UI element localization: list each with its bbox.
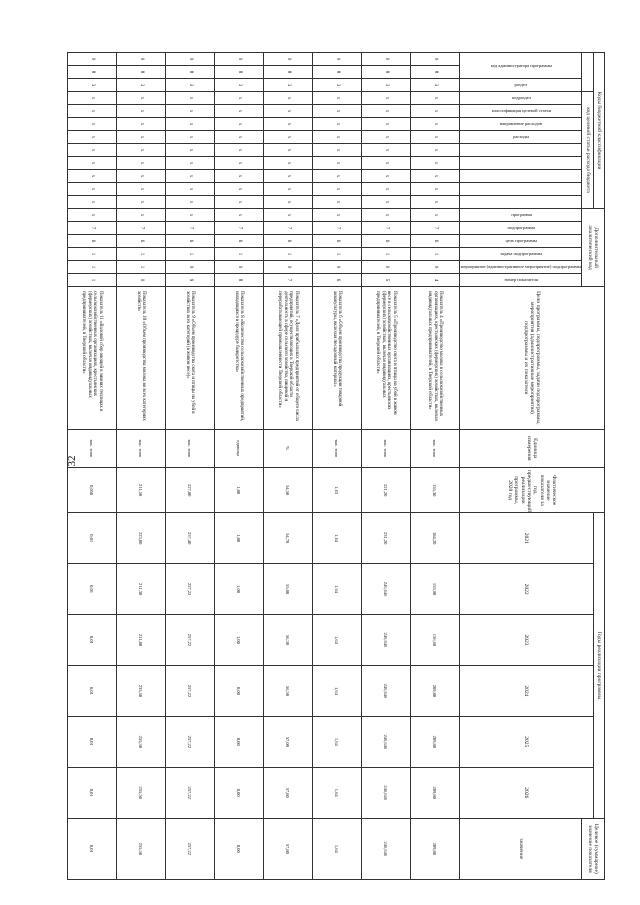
code-cell: x	[263, 105, 312, 118]
table-row	[312, 53, 361, 880]
code-cell: x	[410, 170, 459, 183]
year-value: 257,22	[165, 665, 214, 716]
code-cell: 0	[263, 53, 312, 66]
vertical-header-cell	[459, 144, 582, 157]
code-cell: 3	[165, 79, 214, 92]
code-cell: x	[116, 209, 165, 222]
code-cell: x	[67, 209, 116, 222]
year-value: 246,646	[361, 615, 410, 666]
code-cell: 3	[263, 79, 312, 92]
code-cell: x	[263, 92, 312, 105]
code-cell: x	[116, 144, 165, 157]
code-cell: 1	[67, 248, 116, 261]
code-cell: x	[263, 209, 312, 222]
code-cell: 8	[263, 66, 312, 79]
code-cell: 3	[116, 79, 165, 92]
code-cell: x	[263, 118, 312, 131]
code-cell: 9	[165, 274, 214, 287]
year-value: 1,64	[312, 665, 361, 716]
year-value: 209,80	[410, 716, 459, 767]
code-cell: x	[165, 170, 214, 183]
fact-cell: 221,20	[361, 468, 410, 513]
code-cell: x	[361, 105, 410, 118]
code-cell: x	[361, 209, 410, 222]
code-cell: x	[410, 144, 459, 157]
fact-cell: 211,50	[116, 468, 165, 513]
year-value: 55,00	[263, 564, 312, 615]
code-cell: x	[214, 157, 263, 170]
code-cell: x	[165, 196, 214, 209]
code-cell: x	[263, 170, 312, 183]
year-value: 257,40	[165, 513, 214, 564]
year-value: 246,646	[361, 767, 410, 818]
target-value: 246,646	[361, 818, 410, 879]
code-cell: x	[410, 92, 459, 105]
code-cell: x	[214, 183, 263, 196]
code-cell: x	[116, 92, 165, 105]
code-cell: 0	[312, 53, 361, 66]
unit-cell: тыс. тонн	[67, 429, 116, 467]
code-cell: x	[165, 92, 214, 105]
table-row	[67, 53, 116, 880]
year-value: 0,00	[214, 665, 263, 716]
code-cell: x	[116, 170, 165, 183]
table-row	[361, 53, 410, 880]
indicator-name: Показатель 8 «Количество сельскохозяйственных предприятий, находящихся в процедуре банкротства»	[214, 287, 263, 430]
code-cell: x	[214, 170, 263, 183]
code-cell: x	[214, 209, 263, 222]
year-value: 156,60	[410, 615, 459, 666]
fact-cell: 155,30	[410, 468, 459, 513]
code-cell: 6	[116, 235, 165, 248]
code-cell: x	[263, 144, 312, 157]
code-cell: 0	[165, 53, 214, 66]
code-cell: x	[361, 170, 410, 183]
code-cell: x	[67, 118, 116, 131]
code-cell: x	[67, 144, 116, 157]
code-cell: x	[116, 105, 165, 118]
vertical-header-cell	[459, 157, 582, 170]
code-cell: 0	[214, 261, 263, 274]
code-cell: 7	[165, 222, 214, 235]
code-cell: 1	[67, 274, 116, 287]
year-value: 0,00	[214, 767, 263, 818]
year-value: 0,01	[67, 564, 116, 615]
code-cell: x	[312, 144, 361, 157]
target-value: 1,64	[312, 818, 361, 879]
year-value: 0,01	[67, 615, 116, 666]
indicators-table	[67, 52, 605, 880]
year-value: 56,30	[263, 615, 312, 666]
code-cell: x	[67, 92, 116, 105]
fact-cell: 227,80	[165, 468, 214, 513]
indicator-name: Показатель 5 «Производство скота и птицы на убой в живом весе в сельскохозяйственных организациях, крестьянских (фермерских) хозяйствах, включая индивидуальных предпринимателей, в Тверской области»	[361, 287, 410, 430]
code-cell: 7	[410, 222, 459, 235]
year-value: 257,22	[165, 564, 214, 615]
year-value: 255,50	[116, 767, 165, 818]
code-cell: 7	[263, 222, 312, 235]
code-cell: x	[165, 105, 214, 118]
code-cell: x	[67, 157, 116, 170]
code-cell: 8	[116, 66, 165, 79]
year-header: 2021	[459, 513, 593, 564]
year-value: 257,22	[165, 767, 214, 818]
code-cell: x	[312, 183, 361, 196]
year-value: 257,22	[165, 716, 214, 767]
indicator-name: Показатель 11 «Валовой сбор овощей в зимних теплицах в сельскохозяйственных организациях, крестьянских (фермерских) хозяйствах, включая индивидуальных предпринимателей, в Тверской области»	[67, 287, 116, 430]
code-cell: 1	[214, 248, 263, 261]
year-header: 2024	[459, 665, 593, 716]
year-header: 2026	[459, 767, 593, 818]
year-value: 1,00	[214, 513, 263, 564]
code-cell: x	[165, 118, 214, 131]
code-cell: x	[312, 157, 361, 170]
code-cell: x	[165, 209, 214, 222]
year-value: 257,22	[165, 615, 214, 666]
kbk-header: Коды бюджетной классификации	[593, 53, 604, 209]
unit-cell: тыс. тонн	[116, 429, 165, 467]
code-cell: x	[165, 157, 214, 170]
unit-cell: тыс. тонн	[410, 429, 459, 467]
code-cell: x	[361, 196, 410, 209]
code-cell: x	[67, 196, 116, 209]
vertical-header-cell: подраздел	[459, 92, 582, 105]
table-row	[165, 53, 214, 880]
unit-cell: тыс. тонн	[165, 429, 214, 467]
year-value: 155,90	[410, 564, 459, 615]
code-cell: 0	[361, 261, 410, 274]
code-cell: 6	[312, 274, 361, 287]
unit-header: Единица измерения	[459, 429, 604, 467]
indicator-name: Показатель 9 «Объем производства скота и птицы на убой в хозяйствах всех категорий (в живом весе)»	[165, 287, 214, 430]
vertical-header-cell: расходы	[459, 131, 582, 144]
code-cell: x	[410, 157, 459, 170]
code-cell: x	[116, 196, 165, 209]
vertical-header-cell: цель программы	[459, 235, 582, 248]
code-cell: x	[410, 131, 459, 144]
code-cell: x	[410, 196, 459, 209]
code-cell: x	[312, 118, 361, 131]
code-cell: 7	[263, 274, 312, 287]
target-value: 57,80	[263, 818, 312, 879]
vertical-header-cell: направление расходов	[459, 118, 582, 131]
year-value: 211,30	[116, 564, 165, 615]
code-cell: x	[165, 183, 214, 196]
code-cell: 3	[67, 79, 116, 92]
code-cell: 0	[67, 53, 116, 66]
code-cell: x	[67, 170, 116, 183]
code-cell: 8	[67, 66, 116, 79]
unit-cell: единица	[214, 429, 263, 467]
year-value: 1,64	[312, 767, 361, 818]
target-subheader: значение	[459, 818, 582, 879]
year-value: 54,70	[263, 513, 312, 564]
code-cell: 0	[410, 53, 459, 66]
code-cell: x	[67, 105, 116, 118]
year-value: 1,64	[312, 513, 361, 564]
year-header: 2023	[459, 615, 593, 666]
code-cell: x	[361, 144, 410, 157]
year-value: 231,20	[361, 513, 410, 564]
code-cell: 1	[67, 261, 116, 274]
code-cell: 1	[116, 261, 165, 274]
code-cell: 0	[165, 261, 214, 274]
code-cell: x	[410, 209, 459, 222]
table-row	[214, 53, 263, 880]
code-cell: 1	[165, 248, 214, 261]
year-value: 235,50	[116, 665, 165, 716]
table-row	[116, 53, 165, 880]
code-cell: 1	[116, 248, 165, 261]
code-cell: 7	[214, 222, 263, 235]
fact-cell: 54,50	[263, 468, 312, 513]
page-number: 32	[66, 455, 78, 467]
code-cell: x	[214, 131, 263, 144]
indicator-name: Показатель 4 «Производство молока в сельскохозяйственных организациях, крестьянских (фермерских) хозяйствах, включая индивидуальных предпринимателей, в Тверской области»	[410, 287, 459, 430]
code-cell: 8	[361, 66, 410, 79]
unit-cell: %	[263, 429, 312, 467]
code-cell: 5	[361, 274, 410, 287]
target-value: 209,80	[410, 818, 459, 879]
code-cell: 6	[312, 235, 361, 248]
year-value: 209,80	[410, 665, 459, 716]
vertical-header-cell: программа	[459, 209, 582, 222]
name-header: Цели программы, подпрограммы, задачи подпрограммы, мероприятия (административные мероприятия) подпрограммы и их показатели	[459, 287, 604, 430]
code-cell: 1	[361, 248, 410, 261]
code-cell: x	[361, 118, 410, 131]
year-value: 209,80	[410, 767, 459, 818]
vertical-header-cell	[459, 170, 582, 183]
vertical-header-cell	[459, 196, 582, 209]
year-value: 1,64	[312, 716, 361, 767]
year-value: 211,80	[116, 615, 165, 666]
code-cell: x	[361, 157, 410, 170]
table-row	[410, 53, 459, 880]
code-cell: 0	[116, 53, 165, 66]
code-cell: 3	[214, 79, 263, 92]
vertical-header-cell	[459, 183, 582, 196]
code-cell: x	[361, 92, 410, 105]
year-value: 223,00	[116, 513, 165, 564]
year-value: 57,00	[263, 716, 312, 767]
code-cell: 6	[410, 235, 459, 248]
years-header: Годы реализации программы	[593, 513, 604, 818]
vertical-header-cell: код администратора программы	[459, 53, 582, 79]
code-cell: x	[312, 105, 361, 118]
code-cell: x	[312, 170, 361, 183]
code-cell: 6	[263, 235, 312, 248]
kcsr-header: код целевой статьи расхода бюджета	[582, 92, 593, 209]
code-cell: x	[312, 196, 361, 209]
code-cell: 0	[263, 261, 312, 274]
code-cell: x	[116, 118, 165, 131]
code-cell: x	[214, 92, 263, 105]
code-cell: 7	[67, 222, 116, 235]
vertical-header-cell: классификация целевой статьи	[459, 105, 582, 118]
year-value: 184,20	[410, 513, 459, 564]
year-value: 0,01	[67, 665, 116, 716]
indicator-name: Показатель 6 «Объем производства продукции товарной аквакультуры, включая посадочный материал»	[312, 287, 361, 430]
code-cell: 3	[312, 79, 361, 92]
vertical-header-cell: раздел	[459, 79, 582, 92]
target-value: 257,22	[165, 818, 214, 879]
code-cell: x	[263, 157, 312, 170]
vertical-header-cell: мероприятие (административное мероприятие) подпрограммы	[459, 261, 582, 274]
code-cell: 8	[312, 66, 361, 79]
year-value: 0,01	[67, 767, 116, 818]
indicator-name: Показатель 10 «Объем производства молока во всех категориях хозяйств»	[116, 287, 165, 430]
vertical-header-cell: задача подпрограммы	[459, 248, 582, 261]
target-value: 0,01	[67, 818, 116, 879]
year-header: 2022	[459, 564, 593, 615]
code-cell: 6	[361, 235, 410, 248]
code-cell: 1	[312, 248, 361, 261]
code-cell: 0	[410, 261, 459, 274]
code-cell: x	[410, 118, 459, 131]
code-cell: x	[214, 144, 263, 157]
code-cell: 1	[410, 248, 459, 261]
vertical-header-cell: номер показателя	[459, 274, 582, 287]
year-value: 1,64	[312, 564, 361, 615]
kbk-left-blank	[582, 53, 593, 92]
fact-cell: 0,058	[67, 468, 116, 513]
code-cell: x	[67, 183, 116, 196]
unit-cell: тыс. тонн	[312, 429, 361, 467]
year-value: 56,50	[263, 665, 312, 716]
code-cell: 8	[165, 66, 214, 79]
code-cell: 0	[116, 274, 165, 287]
code-cell: 6	[214, 235, 263, 248]
code-cell: x	[214, 196, 263, 209]
code-cell: 8	[214, 274, 263, 287]
code-cell: 8	[410, 66, 459, 79]
code-cell: x	[165, 131, 214, 144]
code-cell: x	[312, 92, 361, 105]
code-cell: x	[263, 131, 312, 144]
year-value: 246,646	[361, 665, 410, 716]
code-cell: x	[116, 183, 165, 196]
code-cell: x	[410, 183, 459, 196]
code-cell: 8	[214, 66, 263, 79]
code-cell: 3	[410, 79, 459, 92]
target-value: 255,50	[116, 818, 165, 879]
code-cell: 1	[263, 248, 312, 261]
code-cell: 7	[116, 222, 165, 235]
year-value: 246,646	[361, 716, 410, 767]
year-value: 1,64	[312, 615, 361, 666]
code-cell: x	[263, 183, 312, 196]
code-cell: x	[116, 157, 165, 170]
table-row	[263, 53, 312, 880]
table-frame	[81, 52, 605, 880]
year-value: 255,50	[116, 716, 165, 767]
indicator-name: Показатель 7 «Доля прибыльных предприятий от общего числа предприятий, осуществляющих в Тверской области деятельность в сфере сельского хозяйства, пищевой и перерабатывающей промышленности Тверской области»	[263, 287, 312, 430]
code-cell: x	[116, 131, 165, 144]
fact-cell: 1,00	[214, 468, 263, 513]
year-value: 57,80	[263, 767, 312, 818]
code-cell: x	[361, 183, 410, 196]
year-value: 0,01	[67, 716, 116, 767]
code-cell: x	[361, 131, 410, 144]
code-cell: 6	[67, 235, 116, 248]
target-header: Целевое (суммарное) значение показателя	[582, 818, 605, 879]
code-cell: x	[312, 131, 361, 144]
code-cell: 0	[214, 53, 263, 66]
dop-header: Дополнительный аналитический код	[582, 209, 605, 287]
code-cell: 0	[361, 53, 410, 66]
code-cell: x	[67, 131, 116, 144]
code-cell: 6	[165, 235, 214, 248]
year-header: 2025	[459, 716, 593, 767]
code-cell: x	[165, 144, 214, 157]
code-cell: 3	[361, 79, 410, 92]
code-cell: x	[214, 105, 263, 118]
target-value: 0,00	[214, 818, 263, 879]
code-cell: 7	[361, 222, 410, 235]
year-value: 0,00	[214, 716, 263, 767]
year-value: 1,00	[214, 615, 263, 666]
year-value: 1,00	[214, 564, 263, 615]
code-cell: 7	[312, 222, 361, 235]
year-value: 246,646	[361, 564, 410, 615]
code-cell: 0	[312, 261, 361, 274]
vertical-header-cell: подпрограмма	[459, 222, 582, 235]
code-cell: x	[263, 196, 312, 209]
unit-cell: тыс. тонн	[361, 429, 410, 467]
fact-cell: 1,63	[312, 468, 361, 513]
code-cell: 4	[410, 274, 459, 287]
code-cell: x	[410, 105, 459, 118]
year-value: 0,01	[67, 513, 116, 564]
code-cell: x	[214, 118, 263, 131]
code-cell: x	[312, 209, 361, 222]
fact-header: Фактическое значение показателя за год, предшествующий реализации программы, 2020 год	[459, 468, 604, 513]
